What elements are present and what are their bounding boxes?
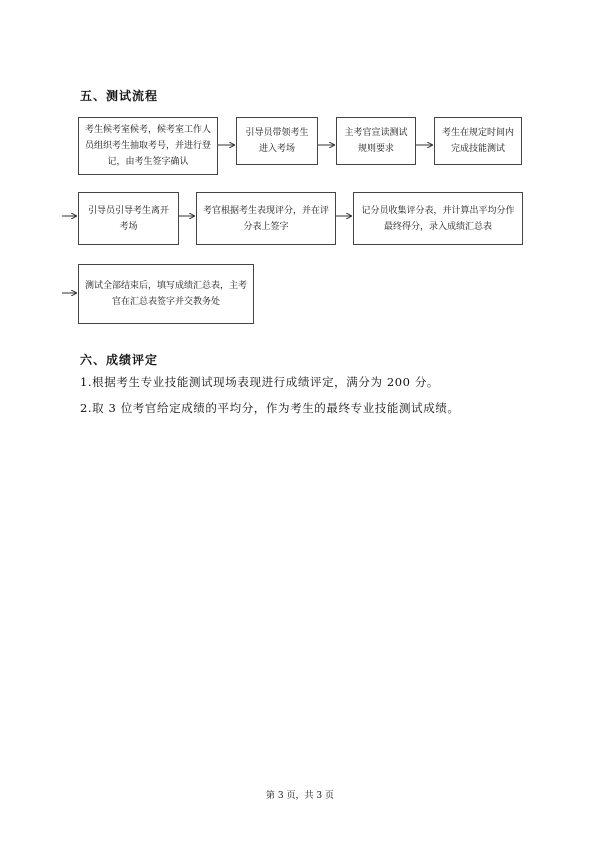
flow-step-6 [196, 192, 336, 245]
flow-step-5-text: 引导员引导考生离开考场 [87, 205, 169, 232]
flow-step-3 [336, 117, 416, 165]
flow-step-2 [236, 117, 318, 165]
flow-step-7 [353, 192, 523, 245]
section6-item-2: 2.取 3 位考官给定成绩的平均分，作为考生的最终专业技能测试成绩。 [80, 401, 460, 415]
section5-title: 五、测试流程 [80, 89, 159, 103]
flow-step-3-text: 主考官宣读测试规则要求 [344, 128, 408, 154]
flow-step-8-text: 测试全部结束后，填写成绩汇总表，主考官在汇总表签字并交教务处 [85, 281, 248, 307]
section6-item-1: 1.根据考生专业技能测试现场表现进行成绩评定，满分为 200 分。 [80, 375, 440, 389]
flow-step-7-text: 记分员收集评分表，并计算出平均分作最终得分，录入成绩汇总表 [361, 205, 515, 232]
flow-step-8 [78, 264, 254, 324]
flow-step-4-text: 考生在规定时间内完成技能测试 [441, 128, 514, 154]
flow-step-1-text: 考生候考室候考，候考室工作人员组织考生抽取考号，并进行登记，由考生签字确认 [85, 125, 212, 167]
flow-step-2-text: 引导员带领考生进入考场 [245, 128, 309, 154]
page-footer: 第 3 页，共 3 页 [266, 791, 334, 801]
section6-title: 六、成绩评定 [80, 353, 159, 367]
flow-step-4 [434, 117, 522, 165]
flow-step-1 [78, 117, 218, 175]
flow-step-6-text: 考官根据考生表现评分，并在评分表上签字 [203, 205, 330, 232]
flow-step-5 [78, 192, 179, 245]
